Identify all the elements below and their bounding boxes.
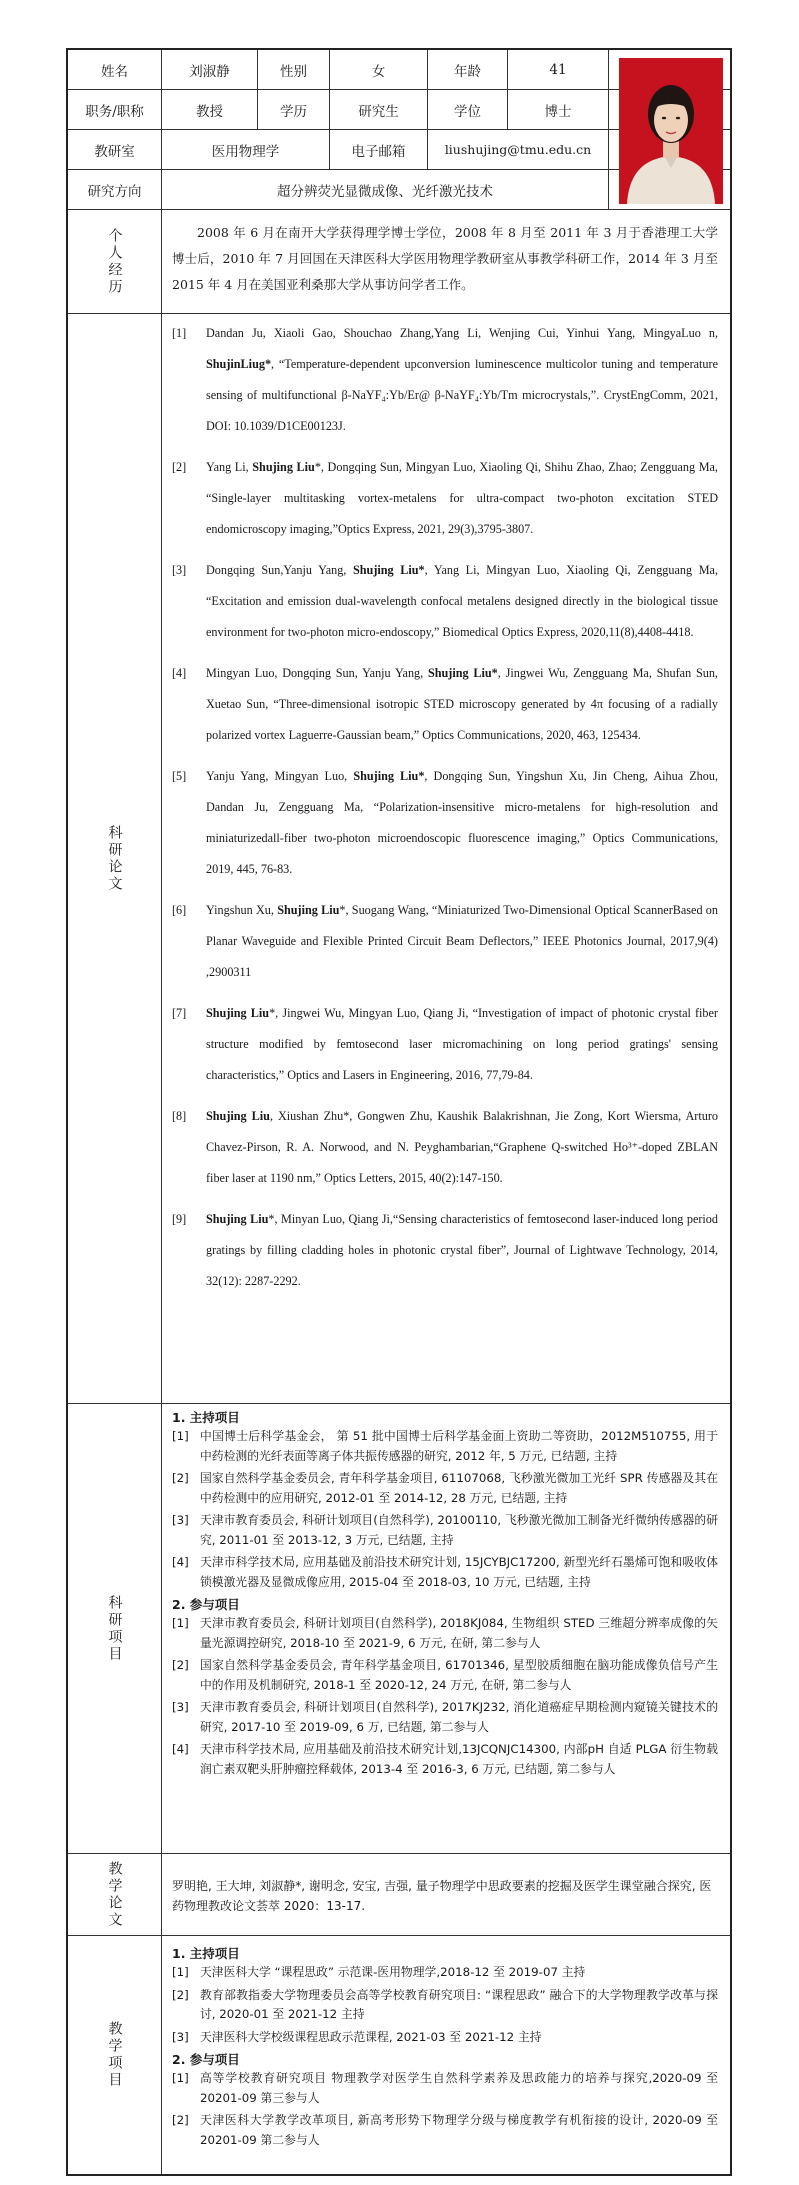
- paper-item: [172, 1204, 718, 1297]
- paper-author-highlight: Shujing Liu*: [427, 666, 498, 680]
- paper-authors-pre: Yanju Yang, Mingyan Luo,: [206, 769, 354, 783]
- portrait-photo: [619, 58, 723, 204]
- name-value: 刘淑静: [162, 50, 258, 89]
- teaching-host-heading: 1. 主持项目: [172, 1946, 240, 1961]
- paper-item: [172, 318, 718, 442]
- paper-item: [172, 761, 718, 885]
- paper-citation: , Xiushan Zhu*, Gongwen Zhu, Kaushik Balakrishnan, Jie Zong, Kort Wiersma, Arturo Chavez-Pirson, R. A. Norwood, and N. Peyghambarian,“Graphene Q-switched Ho³⁺-doped ZBLAN fiber laser at 1190 nm,” Optics Letters, 2015, 40(2):147-150.: [206, 1109, 719, 1185]
- teaching-project-item: [172, 1963, 718, 1983]
- project-item-number: [1]: [172, 1616, 189, 1630]
- teaching-project-item-text: 天津医科大学教学改革项目, 新高考形势下物理学分级与梯度教学有机衔接的设计, 2020-09 至 20201-09 第二参与人: [200, 2113, 718, 2147]
- project-item-number: [1]: [172, 1429, 189, 1443]
- paper-item: [172, 658, 718, 751]
- paper-item: [172, 998, 718, 1091]
- paper-citation: , Jingwei Wu, Zengguang Ma, Shufan Sun, Xuetao Sun, “Three-dimensional isotropic STED microscopy generated by 4π focusing of a radially polarized vortex Laguerre-Gaussian beam,” Optics Communications, 2020, 463, 125434.: [206, 666, 718, 742]
- project-item: [172, 1469, 718, 1508]
- academic-label: 学位: [428, 90, 508, 129]
- paper-author-highlight: Shujing Liu*: [353, 769, 425, 783]
- teaching-projects-label: 教学项目: [106, 2021, 123, 2089]
- project-item: [172, 1511, 718, 1550]
- paper-number: [4]: [172, 666, 187, 680]
- teaching-project-item-number: [2]: [172, 1987, 189, 2002]
- bio-text: 2008 年 6 月在南开大学获得理学博士学位，2008 年 8 月至 2011 年 3 月于香港理工大学博士后，2010 年 7 月回国在天津医科大学医用物理学教研室从事教学科研工作，2014 年 3 月至 2015 年 4 月在美国亚利桑那大学从事访问学者工作。: [172, 225, 718, 292]
- paper-item: [172, 895, 718, 988]
- paper-item: [172, 555, 718, 648]
- paper-authors-pre: Dongqing Sun,Yanju Yang,: [206, 563, 353, 577]
- paper-number: [8]: [172, 1109, 187, 1123]
- email-label: 电子邮箱: [330, 130, 428, 169]
- project-item-text: 国家自然科学基金委员会, 青年科学基金项目, 61701346, 星型胶质细胞在脑功能成像负信号产生中的作用及机制研究, 2018-1 至 2020-12, 24 万元, 在研, 第二参与人: [200, 1658, 718, 1692]
- paper-number: [1]: [172, 326, 187, 340]
- academic-value: 博士: [544, 103, 572, 120]
- paper-author-highlight: ShujinLiug*: [206, 357, 272, 371]
- bio-label-cell: [68, 210, 162, 313]
- degree-value: 研究生: [330, 90, 428, 129]
- project-item: [172, 1614, 718, 1653]
- teaching-project-item-text: 教育部教指委大学物理委员会高等学校教育研究项目: “课程思政” 融合下的大学物理教学改革与探讨, 2020-01 至 2021-12 主持: [200, 1987, 718, 2021]
- project-item-number: [2]: [172, 1658, 189, 1672]
- email-value: liushujing@tmu.edu.cn: [444, 142, 592, 157]
- projects-host-heading: 1. 主持项目: [172, 1410, 240, 1425]
- teaching-papers-section: [68, 1854, 730, 1936]
- paper-authors-pre: Dandan Ju, Xiaoli Gao, Shouchao Zhang,Yang Li, Wenjing Cui, Yinhui Yang, MingyaLuo n,: [206, 326, 718, 340]
- project-item-text: 天津市科学技术局, 应用基础及前沿技术研究计划,13JCQNJC14300, 内部pH 自适 PLGA 衍生物载润亡素双靶头肝肿瘤控释载体, 2013-4 至 2016-3, 6 万元, 已结题, 第二参与人: [200, 1742, 718, 1776]
- dept-value: 医用物理学: [162, 130, 330, 169]
- paper-citation: , “Temperature-dependent upconversion luminescence multicolor tuning and temperature sensing of multifunctional β-NaYF₄:Yb/Er@ β-NaYF₄:Yb/Tm microcrystals,”. CrystEngComm, 2021, DOI: 10.1039/D1CE00123J.: [206, 357, 718, 433]
- dept-label: 教研室: [68, 130, 162, 169]
- paper-item: [172, 1101, 718, 1194]
- teaching-projects-section: [68, 1936, 730, 2174]
- paper-author-highlight: Shujing Liu: [252, 460, 315, 474]
- paper-number: [3]: [172, 563, 187, 577]
- paper-citation: *, Dongqing Sun, Mingyan Luo, Xiaoling Qi, Shihu Zhao, Zhao; Zengguang Ma, “Single-layer multitasking vortex-metalens for ultra-compact two-photon excitation STED endomicroscopy imaging,”Optics Express, 2021, 29(3),3795-3807.: [206, 460, 718, 536]
- teaching-project-item-number: [1]: [172, 1965, 189, 1979]
- name-label: 姓名: [68, 50, 162, 89]
- age-label: 年龄: [428, 50, 508, 89]
- project-item: [172, 1553, 718, 1592]
- research-value: 超分辨荧光显微成像、光纤激光技术: [277, 183, 493, 200]
- teaching-project-item: [172, 2028, 718, 2048]
- paper-item: [172, 452, 718, 545]
- papers-label-cell: [68, 314, 162, 1403]
- project-item-text: 天津市教育委员会, 科研计划项目(自然科学), 2018KJ084, 生物组织 STED 三维超分辨率成像的矢量光源调控研究, 2018-10 至 2021-9, 6 万元, 在研, 第二参与人: [200, 1616, 718, 1650]
- teaching-project-item: [172, 1986, 718, 2025]
- papers-section: [68, 314, 730, 1404]
- paper-author-highlight: Shujing Liu*: [352, 563, 425, 577]
- paper-number: [2]: [172, 460, 187, 474]
- degree-label: 学历: [258, 90, 330, 129]
- paper-number: [9]: [172, 1212, 187, 1226]
- project-item-text: 国家自然科学基金委员会, 青年科学基金项目, 61107068, 飞秒激光微加工光纤 SPR 传感器及其在中药检测中的应用研究, 2012-01 至 2014-12, 28 万元, 已结题, 主持: [200, 1471, 718, 1505]
- paper-author-highlight: Shujing Liu: [206, 1212, 269, 1226]
- teaching-project-item-number: [1]: [172, 2071, 189, 2085]
- paper-author-highlight: Shujing Liu: [277, 903, 340, 917]
- project-item-text: 天津市科学技术局, 应用基础及前沿技术研究计划, 15JCYBJC17200, 新型光纤石墨烯可饱和吸收体锁模激光器及显微成像应用, 2015-04 至 2018-03, 10 万元, 已结题, 主持: [200, 1555, 718, 1589]
- teaching-project-item-text: 天津医科大学校级课程思政示范课程, 2021-03 至 2021-12 主持: [200, 2029, 542, 2044]
- teaching-project-item-text: 天津医科大学 “课程思政” 示范课-医用物理学,2018-12 至 2019-07 主持: [200, 1965, 586, 1979]
- teaching-project-item-text: 高等学校教育研究项目 物理教学对医学生自然科学素养及思政能力的培养与探究,2020-09 至 20201-09 第三参与人: [200, 2071, 718, 2105]
- project-item-text: 天津市教育委员会, 科研计划项目(自然科学), 2017KJ232, 消化道癌症早期检测内窥镜关键技术的研究, 2017-10 至 2019-09, 6 万, 已结题, 第二参与人: [200, 1700, 718, 1734]
- paper-author-highlight: Shujing Liu: [206, 1006, 270, 1020]
- paper-citation: , Yang Li, Mingyan Luo, Xiaoling Qi, Zengguang Ma, “Excitation and emission dual-wavelength confocal metalens designed directly in the biological tissue environment for two-photon micro-endoscopy,” Biomedical Optics Express, 2020,11(8),4408-4418.: [206, 563, 718, 639]
- papers-label: 科研论文: [106, 824, 123, 893]
- projects-section: [68, 1404, 730, 1854]
- project-item: [172, 1427, 718, 1466]
- teaching-part-heading: 2. 参与项目: [172, 2052, 240, 2067]
- teaching-project-item: [172, 2111, 718, 2150]
- teaching-project-item-number: [2]: [172, 2113, 189, 2127]
- paper-authors-pre: Yingshun Xu,: [206, 903, 278, 917]
- project-item: [172, 1656, 718, 1695]
- project-item: [172, 1740, 718, 1779]
- project-item-number: [2]: [172, 1471, 189, 1485]
- paper-authors-pre: Mingyan Luo, Dongqing Sun, Yanju Yang,: [206, 666, 428, 680]
- project-item-number: [3]: [172, 1513, 189, 1527]
- project-item-text: 天津市教育委员会, 科研计划项目(自然科学), 20100110, 飞秒激光微加工制备光纤微纳传感器的研究, 2011-01 至 2013-12, 3 万元, 已结题, 主持: [200, 1513, 718, 1547]
- project-item-text: 中国博士后科学基金会， 第 51 批中国博士后科学基金面上资助二等资助，2012M510755, 用于中药检测的光纤表面等离子体共振传感器的研究, 2012 年, 5 万元, 已结题, 主持: [200, 1429, 718, 1463]
- paper-number: [7]: [172, 1006, 187, 1020]
- teaching-project-item-number: [3]: [172, 2029, 189, 2044]
- bio-section: [68, 210, 730, 314]
- bio-label: 个人经历: [106, 227, 123, 296]
- paper-citation: *, Minyan Luo, Qiang Ji,“Sensing characteristics of femtosecond laser-induced long period gratings by filling cladding holes in photonic crystal fiber”, Journal of Lightwave Technology, 2014, 32(12): 2287-2292.: [206, 1212, 718, 1288]
- gender-value: 女: [330, 50, 428, 89]
- projects-label-cell: [68, 1404, 162, 1853]
- teaching-papers-label-cell: [68, 1854, 162, 1935]
- paper-number: [6]: [172, 903, 187, 917]
- age-value: 41: [549, 61, 567, 78]
- project-item-number: [4]: [172, 1742, 189, 1756]
- paper-author-highlight: Shujing Liu: [206, 1109, 270, 1123]
- paper-authors-pre: Yang Li,: [206, 460, 253, 474]
- projects-label: 科研项目: [106, 1594, 123, 1663]
- title-value: 教授: [162, 90, 258, 129]
- research-label: 研究方向: [68, 170, 162, 209]
- paper-citation: *, Suogang Wang, “Miniaturized Two-Dimensional Optical ScannerBased on Planar Waveguide and Flexible Printed Circuit Beam Deflectors,” IEEE Photonics Journal, 2017,9(4) ,2900311: [206, 903, 718, 979]
- teaching-projects-label-cell: [68, 1936, 162, 2174]
- teaching-project-item: [172, 2069, 718, 2108]
- gender-label: 性别: [258, 50, 330, 89]
- photo-cell: [608, 50, 732, 210]
- project-item: [172, 1698, 718, 1737]
- paper-citation: *, Jingwei Wu, Mingyan Luo, Qiang Ji, “Investigation of impact of photonic crystal fiber structure modified by femtosecond laser micromachining on long period gratings' sensing characteristics,” Optics and Lasers in Engineering, 2016, 77,79-84.: [206, 1006, 718, 1082]
- teaching-papers-label: 教学论文: [106, 1860, 123, 1929]
- paper-number: [5]: [172, 769, 187, 783]
- paper-citation: , Dongqing Sun, Yingshun Xu, Jin Cheng, Aihua Zhou, Dandan Ju, Zengguang Ma, “Polarization-insensitive micro-metalens for high-resolution and miniaturizedall-fiber two-photon microendoscopic fluorescence imaging,” Optics Communications, 2019, 445, 76-83.: [206, 769, 718, 876]
- project-item-number: [3]: [172, 1700, 189, 1714]
- title-label: 职务/职称: [68, 90, 162, 129]
- profile-form: [66, 48, 732, 2176]
- projects-part-heading: 2. 参与项目: [172, 1597, 240, 1612]
- project-item-number: [4]: [172, 1555, 189, 1569]
- teaching-papers-text: 罗明艳, 王大坤, 刘淑静*, 谢明念, 安宝, 吉强, 量子物理学中思政要素的挖掘及医学生课堂融合探究, 医药物理教改论文荟萃 2020：13-17.: [172, 1879, 712, 1913]
